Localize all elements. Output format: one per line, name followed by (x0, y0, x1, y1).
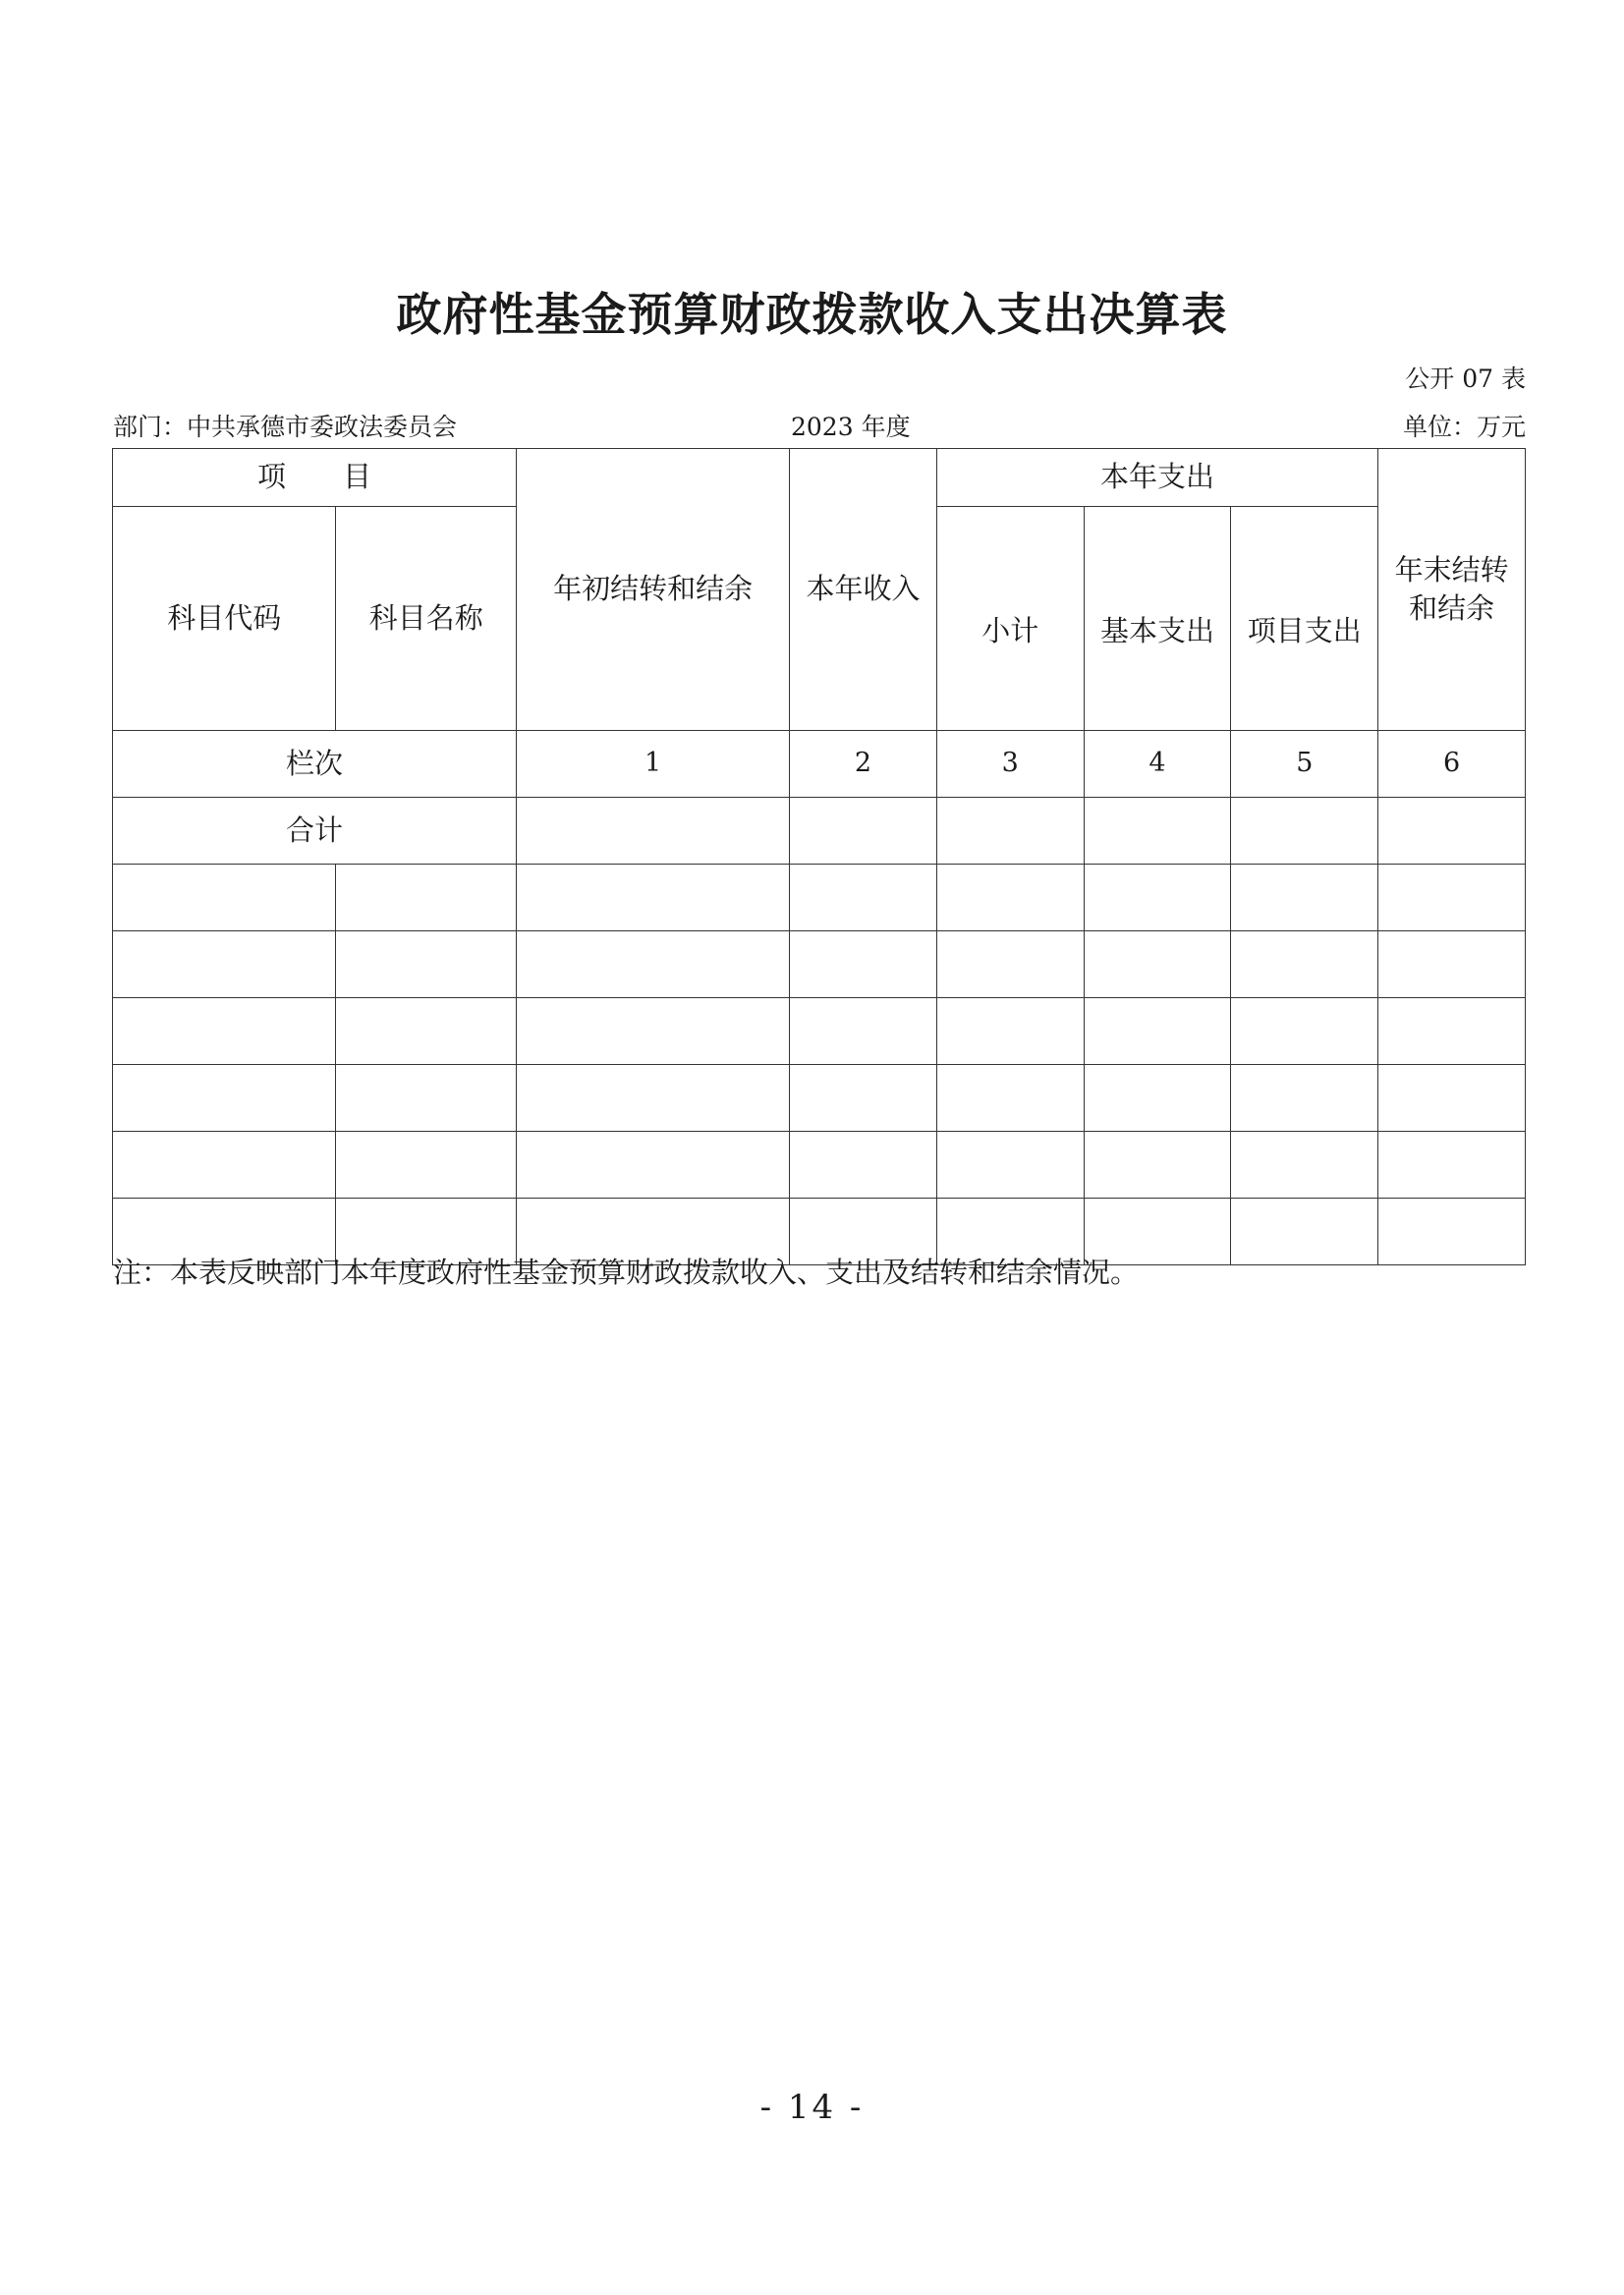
table-cell (1231, 931, 1378, 998)
table-cell (1378, 865, 1526, 931)
table-row (113, 1065, 1526, 1132)
table-cell (113, 865, 336, 931)
total-cell (936, 798, 1084, 865)
table-cell (336, 1132, 517, 1199)
header-closing-balance-line1: 年末结转 (1394, 552, 1509, 587)
column-number-6: 6 (1378, 731, 1526, 798)
header-item: 项 目 (113, 449, 517, 507)
table-cell (113, 998, 336, 1065)
column-number-label: 栏次 (113, 731, 517, 798)
table-cell (790, 998, 937, 1065)
table-cell (517, 1132, 790, 1199)
total-label: 合计 (113, 798, 517, 865)
column-number-4: 4 (1084, 731, 1231, 798)
header-current-expense: 本年支出 (936, 449, 1377, 507)
table-row (113, 1132, 1526, 1199)
header-current-income: 本年收入 (790, 449, 937, 731)
table-cell (936, 931, 1084, 998)
table-cell (336, 865, 517, 931)
column-number-1: 1 (517, 731, 790, 798)
table-cell (113, 1132, 336, 1199)
table-cell (1378, 1132, 1526, 1199)
table-cell (1231, 1132, 1378, 1199)
header-closing-balance (1378, 449, 1526, 731)
table-cell (1231, 1065, 1378, 1132)
total-cell (790, 798, 937, 865)
column-number-2: 2 (790, 731, 937, 798)
table-cell (790, 1065, 937, 1132)
table-cell (1231, 998, 1378, 1065)
table-cell (936, 865, 1084, 931)
table-cell (1084, 865, 1231, 931)
table-cell (336, 998, 517, 1065)
table-cell (517, 865, 790, 931)
table-cell (1378, 1199, 1526, 1265)
column-number-5: 5 (1231, 731, 1378, 798)
table-row (113, 865, 1526, 931)
header-basic-expense: 基本支出 (1084, 507, 1231, 731)
header-subtotal: 小计 (936, 507, 1084, 731)
unit-label: 单位：万元 (1402, 413, 1526, 441)
table-cell (936, 1065, 1084, 1132)
header-subject-code: 科目代码 (113, 507, 336, 731)
fiscal-year: 2023 年度 (791, 413, 911, 441)
header-subject-name: 科目名称 (336, 507, 517, 731)
total-cell (517, 798, 790, 865)
total-cell (1084, 798, 1231, 865)
total-cell (1378, 798, 1526, 865)
table-note: 注：本表反映部门本年度政府性基金预算财政拨款收入、支出及结转和结余情况。 (113, 1256, 1140, 1289)
table-cell (113, 1065, 336, 1132)
header-closing-balance-line2: 和结余 (1409, 591, 1495, 625)
table-cell (1231, 1199, 1378, 1265)
column-number-row (113, 731, 1526, 798)
page-title: 政府性基金预算财政拨款收入支出决算表 (396, 288, 1228, 341)
table-cell (790, 865, 937, 931)
budget-table (112, 448, 1526, 1265)
table-cell (336, 1065, 517, 1132)
table-row (113, 931, 1526, 998)
table-cell (517, 1065, 790, 1132)
table-cell (517, 998, 790, 1065)
table-cell (517, 931, 790, 998)
department-label: 部门：中共承德市委政法委员会 (113, 413, 458, 441)
table-cell (1084, 931, 1231, 998)
form-number: 公开 07 表 (1405, 364, 1526, 393)
header-project-expense: 项目支出 (1231, 507, 1378, 731)
table-cell (936, 998, 1084, 1065)
table-cell (1231, 865, 1378, 931)
table-row (113, 998, 1526, 1065)
table-cell (790, 931, 937, 998)
table-cell (1084, 1132, 1231, 1199)
table-cell (336, 931, 517, 998)
total-row (113, 798, 1526, 865)
table-cell (1378, 998, 1526, 1065)
table-cell (113, 931, 336, 998)
total-cell (1231, 798, 1378, 865)
table-cell (790, 1132, 937, 1199)
page-number: - 14 - (759, 2088, 865, 2127)
header-opening-balance: 年初结转和结余 (517, 449, 790, 731)
table-cell (1084, 1065, 1231, 1132)
table-cell (1084, 998, 1231, 1065)
table-cell (936, 1132, 1084, 1199)
table-cell (1378, 931, 1526, 998)
column-number-3: 3 (936, 731, 1084, 798)
table-cell (1378, 1065, 1526, 1132)
